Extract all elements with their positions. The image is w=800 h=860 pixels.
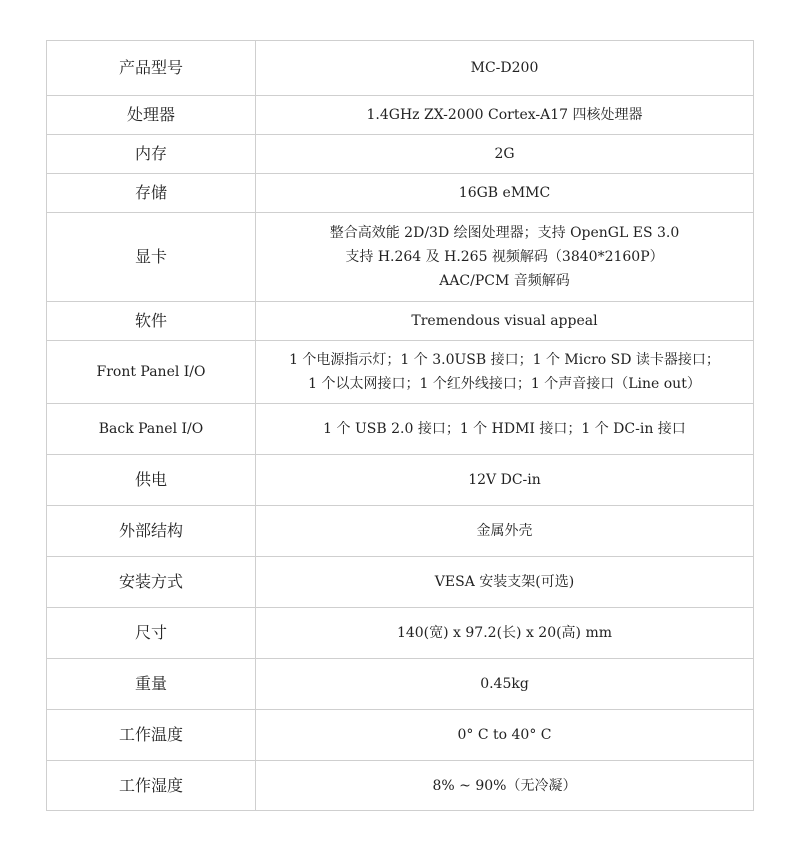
row-label: 软件 [47,302,256,341]
row-value [256,608,754,659]
row-value [256,710,754,761]
row-value-line: 12V DC-in [468,472,541,488]
row-value-line: 整合高效能 2D/3D 绘图处理器；支持 OpenGL ES 3.0 [329,225,680,241]
row-label: Back Panel I/O [47,404,256,455]
table-row [47,135,754,174]
table-row [47,557,754,608]
row-value [256,302,754,341]
row-label: 产品型号 [47,41,256,96]
row-value-line: 2G [494,146,515,162]
table-row [47,341,754,404]
table-row [47,96,754,135]
row-value-line: 16GB eMMC [458,185,551,201]
table-row [47,659,754,710]
row-value [256,41,754,96]
row-value [256,455,754,506]
row-label: 存储 [47,174,256,213]
row-label: 外部结构 [47,506,256,557]
row-value-line: 1 个以太网接口；1 个红外线接口；1 个声音接口（Line out） [308,376,701,392]
table-row [47,506,754,557]
row-value [256,659,754,710]
row-value-line: AAC/PCM 音频解码 [439,273,570,289]
row-value-line: 1 个 USB 2.0 接口；1 个 HDMI 接口；1 个 DC-in 接口 [323,421,686,437]
row-label: 显卡 [47,213,256,302]
spec-table [46,40,754,811]
table-row [47,41,754,96]
row-value [256,96,754,135]
row-value-line: 0.45kg [480,676,529,692]
row-label: 供电 [47,455,256,506]
row-label: Front Panel I/O [47,341,256,404]
row-value-line: VESA 安装支架(可选) [434,574,575,590]
row-label: 工作温度 [47,710,256,761]
row-label: 尺寸 [47,608,256,659]
row-label: 安装方式 [47,557,256,608]
row-value-line: 140(宽) x 97.2(长) x 20(高) mm [396,625,613,641]
table-row [47,174,754,213]
table-row [47,761,754,811]
row-value [256,213,754,302]
row-value-line: 支持 H.264 及 H.265 视频解码（3840*2160P） [345,249,664,265]
row-value [256,341,754,404]
table-row [47,710,754,761]
row-value-line: 金属外壳 [476,523,533,539]
row-label: 工作湿度 [47,761,256,811]
row-value-line: MC-D200 [470,60,539,76]
row-value [256,174,754,213]
row-value-line: 8% ~ 90%（无冷凝） [432,777,577,794]
table-row [47,213,754,302]
row-value [256,557,754,608]
table-row [47,404,754,455]
row-value-line: 1 个电源指示灯；1 个 3.0USB 接口；1 个 Micro SD 读卡器接口； [289,352,720,368]
table-row [47,302,754,341]
row-value [256,404,754,455]
row-value-line: 1.4GHz ZX-2000 Cortex-A17 四核处理器 [366,107,643,123]
row-value-line: 0° C to 40° C [457,727,552,743]
table-row [47,608,754,659]
row-value [256,506,754,557]
row-label: 内存 [47,135,256,174]
row-value [256,761,754,811]
row-label: 重量 [47,659,256,710]
row-label: 处理器 [47,96,256,135]
table-row [47,455,754,506]
row-value-line: Tremendous visual appeal [411,313,598,329]
row-value [256,135,754,174]
